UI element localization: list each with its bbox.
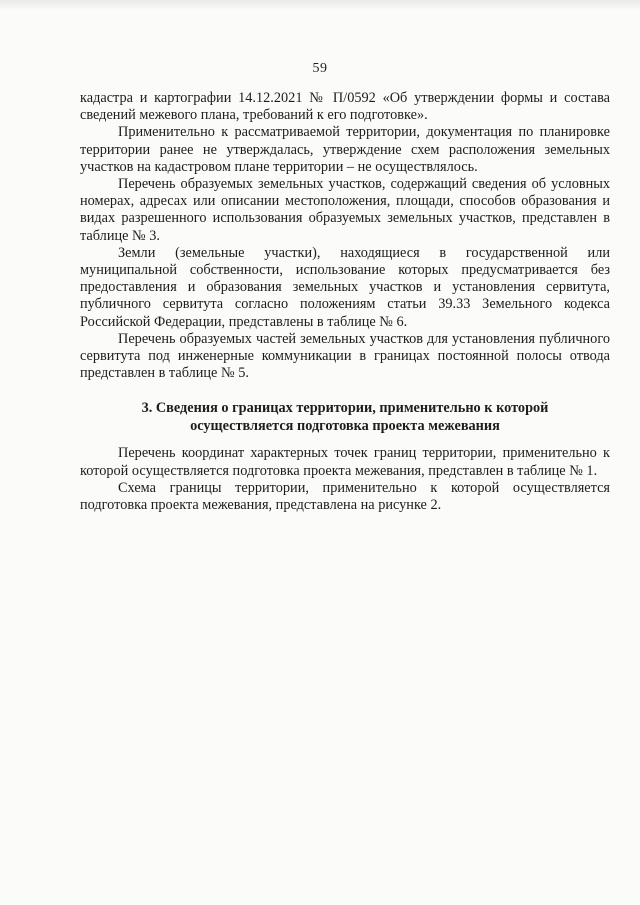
paragraph-public-easement-parts: Перечень образуемых частей земельных участков для установления публичного сервитута под инженерные коммуникации в границах постоянной полосы отвода представлен в таблице № 5. bbox=[80, 330, 610, 382]
paragraph-state-lands: Земли (земельные участки), находящиеся в государственной или муниципальной собственности, использование которых предусматривается без предоставления и образования земельных участков и установления сервитута, публичного сервитута согласно положениям статьи 39.33 Земельного кодекса Российской Федерации, представлены в таблице № 6. bbox=[80, 244, 610, 330]
paragraph-planning-documentation: Применительно к рассматриваемой территории, документация по планировке территории ранее не утверждалась, утверждение схем расположения земельных участков на кадастровом плане территории – не осуществлялось. bbox=[80, 124, 610, 175]
paragraph-boundary-coordinates: Перечень координат характерных точек границ территории, применительно к которой осуществляется подготовка проекта межевания, представлен в таблице № 1. bbox=[80, 445, 610, 479]
paragraph-boundary-scheme: Схема границы территории, применительно к которой осуществляется подготовка проекта межевания, представлена на рисунке 2. bbox=[80, 479, 610, 514]
scan-top-edge bbox=[0, 0, 640, 10]
section-heading: 3. Сведения о границах территории, применительно к которой осуществляется подготовка проекта межевания bbox=[141, 400, 549, 434]
paragraph-continuation: кадастра и картографии 14.12.2021 № П/0592 «Об утверждении формы и состава сведений межевого плана, требований к его подготовке». bbox=[80, 90, 610, 124]
document-body bbox=[80, 90, 610, 514]
page-number: 59 bbox=[312, 61, 328, 76]
paragraph-formed-plots-list: Перечень образуемых земельных участков, содержащий сведения об условных номерах, адресах или описании местоположения, площади, способов образования и видах разрешенного использования образуемых земельных участков, представлен в таблице № 3. bbox=[80, 176, 610, 244]
